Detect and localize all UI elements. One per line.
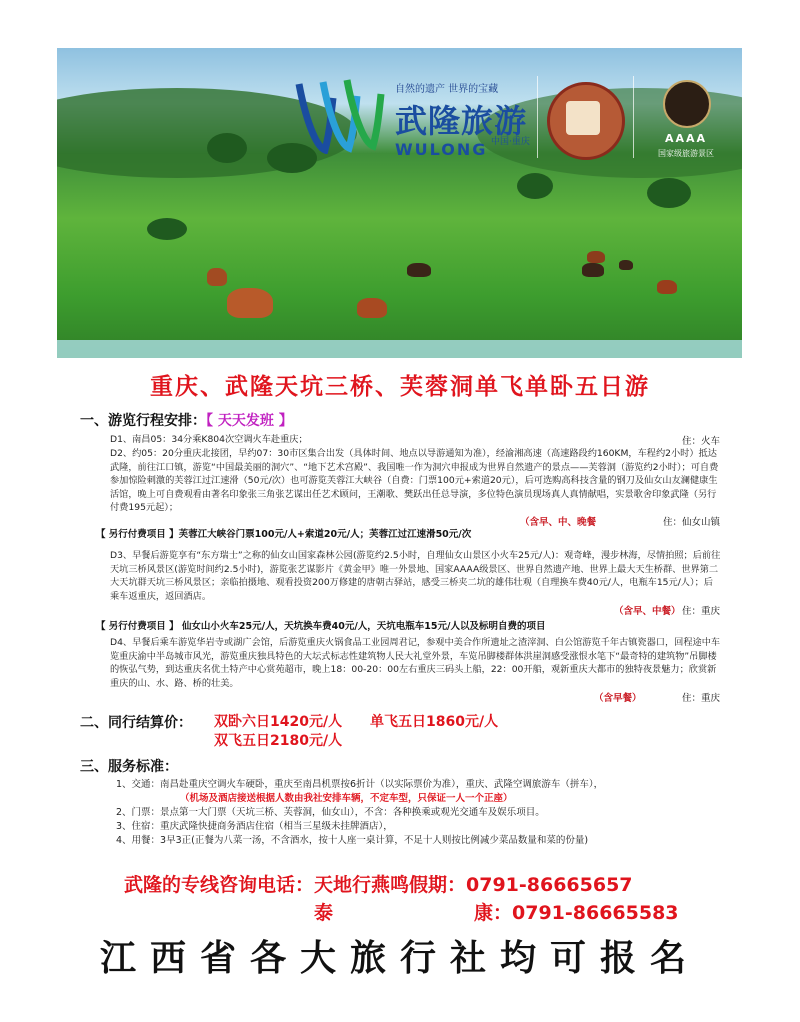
price-double-sleeper: 双卧六日1420元/人 [214,714,343,730]
wulong-wave-logo-icon [295,76,385,154]
logo-english-name: WULONG [395,140,488,159]
service-heading: 三、服务标准： [80,759,178,775]
logo-name: 武隆旅游 [395,102,528,140]
daily-departure-tag: 【 天天发班 】 [206,413,293,429]
extra-fee-1: 【 另行付费项目 】芙蓉江大峡谷门票100元/人+索道20元/人；芙蓉江过江速滑50元/次 [96,529,472,540]
scenic-seal-icon [663,80,711,128]
service-transport: 1、交通：南昌赴重庆空调火车硬卧，重庆至南昌机票按6折计（以实际票价为准），重庆、武隆空调旅游车（拼车）， [116,779,604,790]
service-tickets: 2、门票：景点第一大门票（天坑三桥、芙蓉洞，仙女山），不含：各种换乘或观光交通车及娱乐项目。 [116,807,545,818]
day3-stay: 住：重庆 [681,606,720,617]
world-heritage-emblem-icon [547,82,625,160]
service-transport-note-wrap [180,792,740,806]
price-single-flight: 单飞五日1860元/人 [370,714,499,730]
day1-stay: 住：火车 [681,436,720,447]
service-transport-note: （机场及酒店接送根据人数由我社安排车辆，不定车型，只保证一人一个正座） [180,793,513,804]
page-title: 重庆、武隆天坑三桥、芙蓉洞单飞单卧五日游 [150,373,650,400]
logo-city: 中国·重庆 [491,137,530,147]
aaaa-scenic-badge [641,80,731,162]
service-lodging: 3、住宿：重庆武隆快捷商务酒店住宿（相当三星级未挂牌酒店）， [116,821,393,832]
photo-bottom-band [57,340,742,358]
day2-text: D2、约05：20分重庆北接团，早约07：30市区集合出发（具体时间、地点以导游通知为准），经渝湘高速（高速路段约160KM，车程约2小时）抵达武隆，前往江口镇，游览“中国最美丽的洞穴”、“地下艺术宫殿”、我国唯一作为洞穴申报成为世界自然遗产的景点——芙蓉洞（游览约2小时）；可自费参加惊险刺激的芙蓉江过江速滑（50元/次）也可游览芙蓉江大峡谷（自费：门票100元+索道20元），后可选购高科技含量的钢刀及仙女山友澜健康生活馆，晚上可自费观看由著名印象张三角张艺谋出任艺术顾问，王潮歌、樊跃出任总导演，多位特色演员现场真人真情献唱，实景歌舍印象武隆（另行付费195元起）； [110,448,719,514]
price-heading: 二、同行结算价： [80,715,192,731]
logo-divider [633,76,634,158]
day4-text: D4、早餐后乘车游览华岩寺或湖广会馆，后游览重庆火锅食品工业园周君记，参观中美合作所遗址之渣滓洞、白公馆游览千年古镇瓷器口，回程途中车览重庆渝中半岛城市风光，游览重庆独具特色的大坛式标志性建筑物人民大礼堂外景，车览吊脚楼群体洪崖洞感受涨恨水笔下“最奇特的建筑物”吊脚楼的恢弘气势，到达重庆名优土特产中心赏苑超市，晚上18：00-20：00左右重庆三码头上船，22：00开船，观新重庆大都市的独特夜景魅力；欣赏新重庆的山、水、路、桥的壮美。 [110,637,721,689]
hero-landscape-photo [57,48,742,358]
extra-fee-2: 【 另行付费项目 】 仙女山小火车25元/人，天坑换车费40元/人，天坑电瓶车15元/人以及标明自费的项目 [96,621,546,632]
day4-stay: 住：重庆 [681,693,720,704]
day2-stay: 住：仙女山镇 [662,517,720,528]
logo-slogan: 自然的遗产 世界的宝藏 [395,84,499,95]
service-meals: 4、用餐：3早3正(正餐为八菜一汤，不含酒水，按十人座一桌计算，不足十人则按比例减少菜品数量和菜的份量) [116,835,589,846]
itinerary-heading-label: 一、游览行程安排： [80,413,206,429]
aaaa-sublabel: 国家级旅游景区 [658,149,714,158]
bottom-banner: 江西省各大旅行社均可报名 [99,937,700,979]
price-double-flight: 双飞五日2180元/人 [214,733,343,749]
contact-name-2: 泰 [314,902,334,924]
day3-text: D3、早餐后游览享有“东方瑞士”之称的仙女山国家森林公园(游览约2.5小时，自理仙女山景区小火车25元/人)：观奇峰，漫步林海，尽情拍照；后前往天坑三桥风景区(游览时间约2.5小时)，游览张艺谋影片《黄金甲》唯一外景地、国家AAAA级景区、世界自然遗产地、世界上最大天生桥群、世界第二大天坑群天坑三桥风景区；亲临拍摄地、观看投资200万修建的唐朝古驿站，感受三桥夹二坑的雄伟壮观（自理换车费40元/人，电瓶车15元/人）；后乘车返重庆，返回酒店。 [110,550,721,602]
day4-meals: （含早餐） [594,693,642,704]
logo-group [295,72,735,164]
logo-divider [537,76,538,158]
itinerary-heading [80,410,293,430]
contact-line-2: 康：0791-86665583 [474,902,679,924]
day3-meals: （含早、中餐） [614,606,681,617]
contact-line-1: 武隆的专线咨询电话：天地行燕鸣假期：0791-86665657 [124,874,633,896]
aaaa-label: AAAA [664,132,708,145]
day1-text: D1、南昌05：34分乘K804次空调火车赴重庆； [110,434,308,445]
day2-meals: （含早、中、晚餐 [520,517,597,528]
